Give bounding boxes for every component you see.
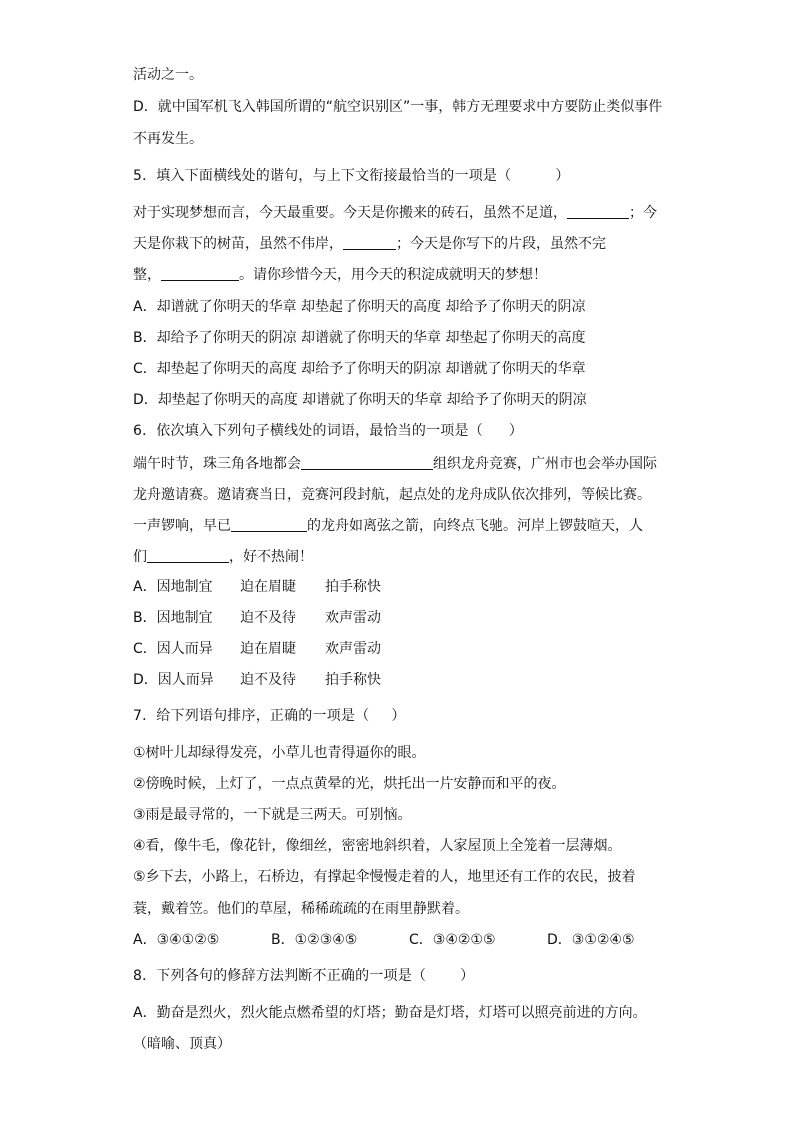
passage-text: 对于实现梦想而言，今天最重要。今天是你搬来的砖石，虽然不足道， [133, 205, 567, 221]
prev-option-d-line2: 不再发生。 [133, 131, 203, 147]
question-5-option-d: D．却垫起了你明天的高度 却谱就了你明天的华章 却给予了你明天的阴凉 [133, 392, 587, 408]
question-6-option-a [133, 578, 381, 596]
question-7-text: 7．给下列语句排序，正确的一项是（ [133, 708, 370, 724]
prev-option-d-line1: D．就中国军机飞入韩国所谓的“航空识别区”一事，韩方无理要求中方要防止类似事件 [133, 99, 663, 115]
prev-question-tail: 活动之一。 [133, 67, 203, 83]
fill-blank [301, 455, 433, 470]
option-word: 拍手称快 [325, 579, 381, 595]
fill-blank [231, 517, 307, 532]
passage-text: ，好不热闹！ [229, 549, 313, 565]
question-8-option-a-note: （暗喻、顶真） [133, 1036, 231, 1052]
question-6-option-c [133, 640, 381, 658]
question-6-passage-line4 [133, 548, 313, 566]
question-7-sentence-2: ②傍晚时候，上灯了，一点点黄晕的光，烘托出一片安静而和平的夜。 [133, 776, 566, 792]
passage-text: 组织龙舟竞赛，广州市也会举办国际 [433, 456, 657, 472]
fill-blank [567, 204, 629, 219]
question-7-option-b: B．①②③④⑤ [271, 932, 358, 948]
question-5-passage-line3 [133, 266, 547, 284]
option-word: 欢声雷动 [325, 641, 381, 657]
question-7-options [133, 931, 635, 949]
question-7-sentence-5-line1: ⑤乡下去，小路上，石桥边，有撑起伞慢慢走着的人，地里还有工作的农民，披着 [133, 869, 636, 885]
question-7-stem [133, 707, 406, 725]
question-6-passage-line2: 龙舟邀请赛。邀请赛当日，竞赛河段封航，起点处的龙舟成队依次排列，等候比赛。 [133, 487, 651, 503]
passage-text: 的龙舟如离弦之箭，向终点飞驰。河岸上锣鼓喧天，人 [307, 518, 643, 534]
option-word: B．因地制宜 [133, 610, 213, 626]
question-8-text: 8．下列各句的修辞方法判断不正确的一项是（ [133, 968, 427, 984]
question-6-stem [133, 422, 523, 440]
passage-text: 。请你珍惜今天，用今天的积淀成就明天的梦想！ [239, 267, 547, 283]
question-7-paren-close: ） [391, 708, 406, 724]
question-5-option-a: A．却谱就了你明天的华章 却垫起了你明天的高度 却给予了你明天的阴凉 [133, 299, 586, 315]
question-7-sentence-4: ④看，像牛毛，像花针，像细丝，密密地斜织着，人家屋顶上全笼着一层薄烟。 [133, 838, 622, 854]
question-5-paren-close: ） [555, 168, 570, 184]
fill-blank [343, 235, 396, 250]
question-7-option-d: D．③①②④⑤ [547, 932, 635, 948]
option-word: 欢声雷动 [325, 610, 381, 626]
question-7-option-c: C．③④②①⑤ [409, 932, 496, 948]
option-word: 迫不及待 [240, 610, 296, 626]
passage-text: 整， [133, 267, 161, 283]
question-6-text: 6．依次填入下列句子横线处的词语，最恰当的一项是（ [133, 423, 483, 439]
question-7-option-a: A．③④①②⑤ [133, 932, 220, 948]
option-word: D．因人而异 [133, 672, 214, 688]
passage-text: 们 [133, 549, 147, 565]
question-5-passage-line2 [133, 235, 606, 253]
question-6-option-b [133, 609, 381, 627]
passage-text: 天是你栽下的树苗，虽然不伟岸， [133, 236, 343, 252]
question-8-stem [133, 967, 474, 985]
question-8-paren-close: ） [460, 968, 475, 984]
option-word: 迫在眉睫 [240, 579, 296, 595]
question-5-passage-line1 [133, 204, 657, 222]
question-7-sentence-5-line2: 蓑，戴着笠。他们的草屋，稀稀疏疏的在雨里静默着。 [133, 901, 469, 917]
option-word: A．因地制宜 [133, 579, 213, 595]
option-word: 迫在眉睫 [240, 641, 296, 657]
question-5-text: 5．填入下面横线处的谐句，与上下文衔接最恰当的一项是（ [133, 168, 512, 184]
question-6-paren-close: ） [508, 423, 524, 439]
question-5-stem [133, 167, 570, 185]
question-7-sentence-1: ①树叶儿却绿得发亮，小草儿也青得逼你的眼。 [133, 745, 426, 761]
option-word: C．因人而异 [133, 641, 213, 657]
passage-text: ；今 [629, 205, 657, 221]
fill-blank [161, 266, 239, 281]
question-8-option-a: A．勤奋是烈火，烈火能点燃希望的灯塔；勤奋是灯塔，灯塔可以照亮前进的方向。 [133, 1005, 647, 1021]
passage-text: 端午时节，珠三角各地都会 [133, 456, 301, 472]
question-5-option-b: B．却给予了你明天的阴凉 却谱就了你明天的华章 却垫起了你明天的高度 [133, 330, 586, 346]
question-6-passage-line1 [133, 455, 657, 473]
passage-text: 一声锣响，早已 [133, 518, 231, 534]
option-word: 拍手称快 [325, 672, 381, 688]
question-7-sentence-3: ③雨是最寻常的，一下就是三两天。可别恼。 [133, 807, 412, 823]
fill-blank [147, 548, 229, 563]
option-word: 迫不及待 [240, 672, 296, 688]
question-5-option-c: C．却垫起了你明天的高度 却给予了你明天的阴凉 却谱就了你明天的华章 [133, 361, 586, 377]
passage-text: ；今天是你写下的片段，虽然不完 [396, 236, 606, 252]
question-6-option-d [133, 671, 381, 689]
question-6-passage-line3 [133, 517, 643, 535]
